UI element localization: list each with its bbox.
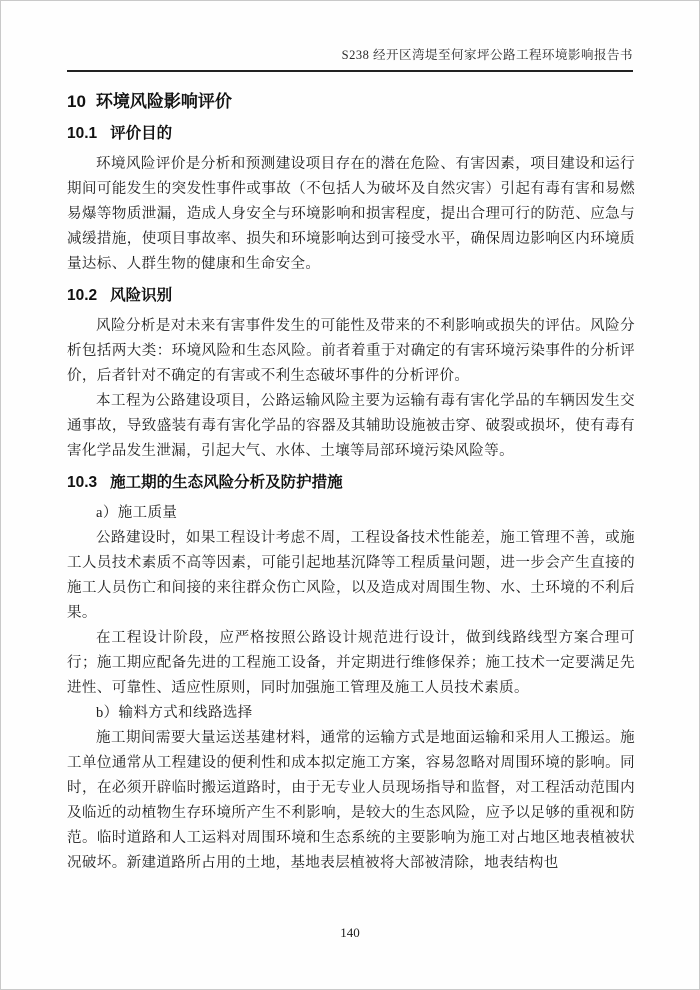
document-body [67,85,635,876]
running-header: S238 经开区湾堤至何家坪公路工程环境影响报告书 [67,45,633,72]
section-title: 评价目的 [110,125,173,142]
paragraph: 风险分析是对未来有害事件发生的可能性及带来的不利影响或损失的评估。风险分析包括两大类：环境风险和生态风险。前者着重于对确定的有害环境污染事件的分析评价，后者针对不确定的有害或不利生态破坏事件的分析评价。 [67,318,635,384]
paragraph: 施工期间需要大量运送基建材料，通常的运输方式是地面运输和采用人工搬运。施工单位通常从工程建设的便利性和成本拟定施工方案，容易忽略对周围环境的影响。同时，在必须开辟临时搬运道路时，由于无专业人员现场指导和监督，对工程活动范围内及临近的动植物生存环境所产生不利影响，是较大的生态风险，应予以足够的重视和防范。临时道路和人工运料对周围环境和生态系统的主要影响为施工对占地区地表植被状况破坏。新建道路所占用的土地，基地表层植被将大部被清除，地表结构也 [67,730,635,871]
section-number: 10.2 [67,287,98,304]
list-item-b: b）输料方式和线路选择 [96,705,253,721]
paragraph: 公路建设时，如果工程设计考虑不周，工程设备技术性能差，施工管理不善，或施工人员技术素质不高等因素，可能引起地基沉降等工程质量问题，进一步会产生直接的施工人员伤亡和间接的来往群众伤亡风险，以及造成对周围生物、水、土环境的不利后果。 [67,530,635,621]
paragraph: 环境风险评价是分析和预测建设项目存在的潜在危险、有害因素，项目建设和运行期间可能发生的突发性事件或事故（不包括人为破坏及自然灾害）引起有毒有害和易燃易爆等物质泄漏，造成人身安全与环境影响和损害程度，提出合理可行的防范、应急与减缓措施，使项目事故率、损失和环境影响达到可接受水平，确保周边影响区内环境质量达标、人群生物的健康和生命安全。 [67,156,635,272]
section-heading-10-3 [67,472,635,493]
paragraph: 在工程设计阶段，应严格按照公路设计规范进行设计，做到线路线型方案合理可行；施工期应配备先进的工程施工设备，并定期进行维修保养；施工技术一定要满足先进性、可靠性、适应性原则，同时加强施工管理及施工人员技术素质。 [67,630,635,696]
chapter-heading [67,91,635,113]
section-heading-10-2 [67,285,635,306]
section-title: 施工期的生态风险分析及防护措施 [110,474,343,491]
page-number: 140 [340,925,360,940]
section-number: 10.3 [67,474,98,491]
paragraph: 本工程为公路建设项目，公路运输风险主要为运输有毒有害化学品的车辆因发生交通事故，导致盛装有毒有害化学品的容器及其辅助设施被击穿、破裂或损坏，使有毒有害化学品发生泄漏，引起大气、水体、土壤等局部环境污染风险等。 [67,393,635,459]
section-title: 风险识别 [110,287,173,304]
list-item-a: a）施工质量 [96,505,178,521]
chapter-title: 环境风险影响评价 [95,92,232,111]
chapter-number: 10 [67,92,86,111]
section-heading-10-1 [67,123,635,144]
section-number: 10.1 [67,125,98,142]
